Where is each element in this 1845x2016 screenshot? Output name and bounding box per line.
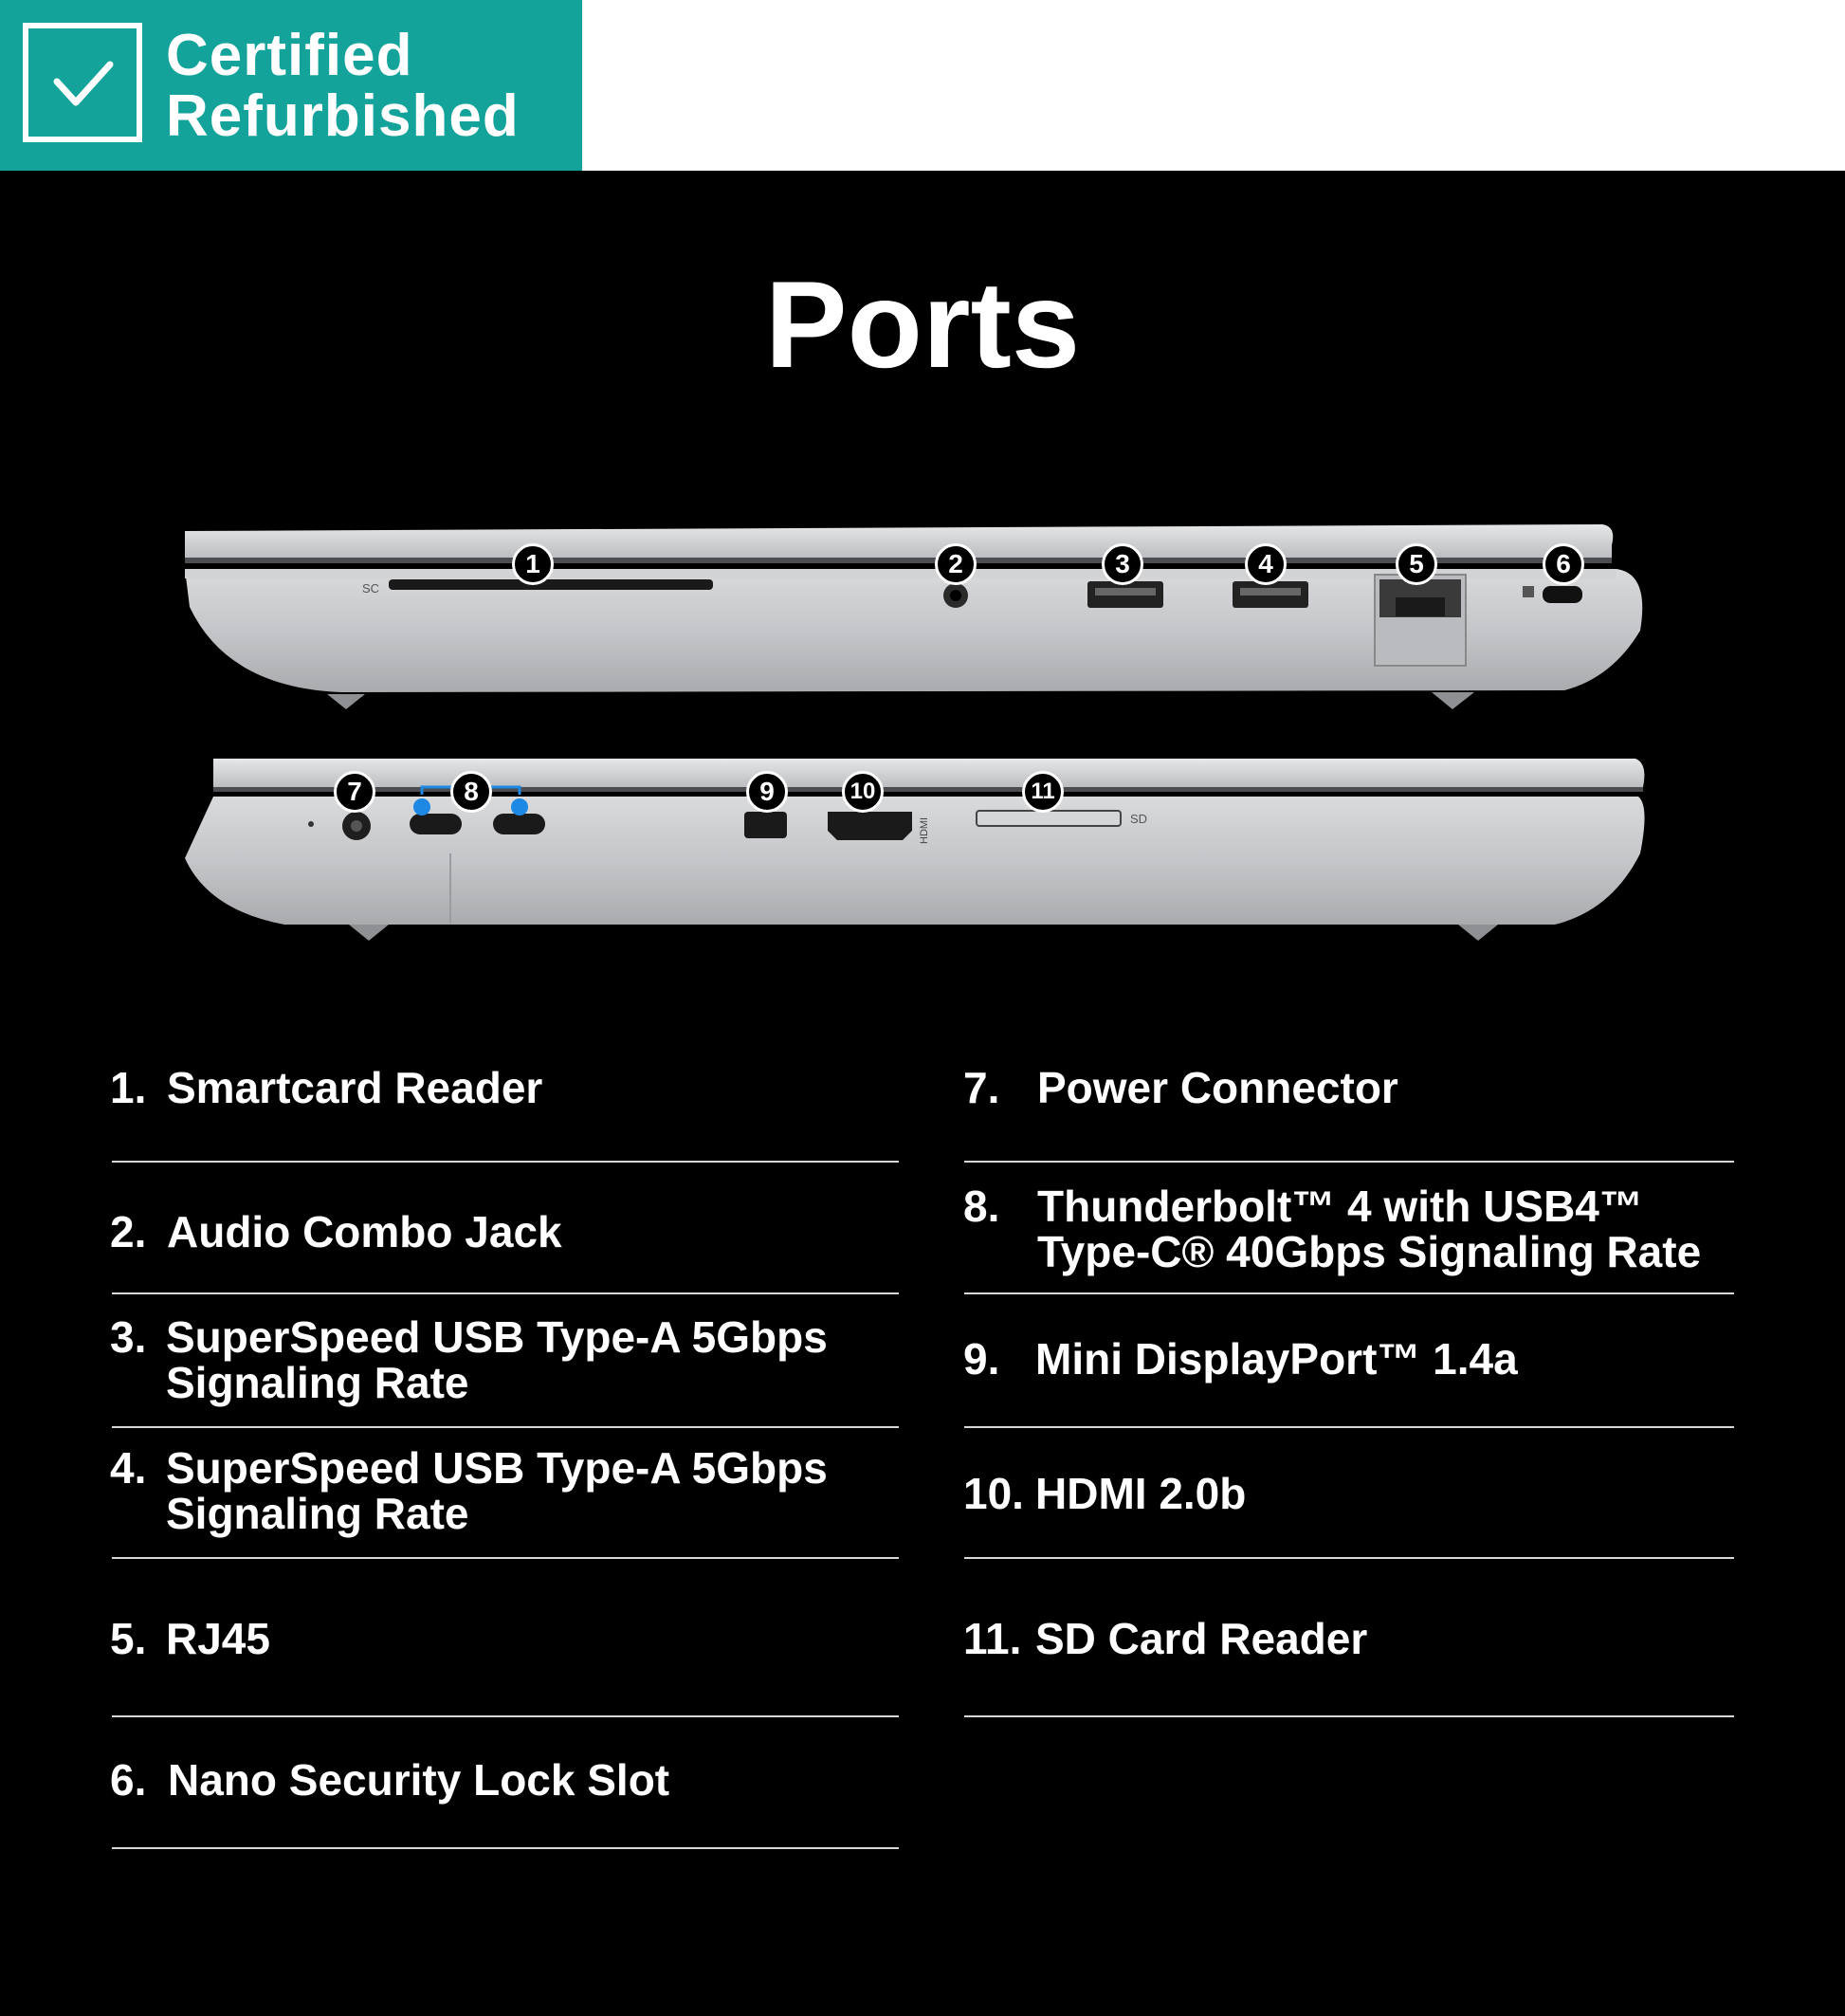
port-number: 7. [963,1063,1000,1112]
port-label-line2: Signaling Rate [166,1358,469,1407]
divider [112,1426,899,1428]
port-label-line2: Type-C® 40Gbps Signaling Rate [1037,1227,1702,1276]
divider [964,1292,1734,1294]
divider [964,1426,1734,1428]
port-label: Power Connector [1037,1063,1398,1112]
port-number: 10. [963,1469,1024,1518]
divider [112,1715,899,1717]
port-label-line1: SuperSpeed USB Type-A 5Gbps [166,1443,828,1493]
marker-6: 6 [1543,543,1584,585]
port-label: RJ45 [166,1614,270,1663]
divider [112,1292,899,1294]
port-label: HDMI 2.0b [1035,1469,1247,1518]
marker-7: 7 [334,771,375,813]
port-label-line2: Signaling Rate [166,1489,469,1538]
svg-text:SC: SC [362,581,380,596]
port-number: 5. [110,1614,147,1663]
port-number: 1. [110,1063,147,1112]
svg-text:SD: SD [1130,812,1148,826]
port-number: 4. [110,1443,147,1493]
badge-line-certified: Certified [166,23,413,88]
marker-10: 10 [842,771,884,813]
port-number: 8. [963,1182,1000,1231]
port-number: 2. [110,1207,147,1256]
divider [964,1557,1734,1559]
marker-8: 8 [450,771,492,813]
laptop-left-side [185,759,1645,941]
divider [964,1715,1734,1717]
port-number: 11. [963,1614,1022,1663]
port-number: 6. [110,1755,147,1805]
divider [112,1161,899,1163]
badge-line-refurbished: Refurbished [166,83,520,149]
marker-5: 5 [1396,543,1437,585]
marker-9: 9 [746,771,788,813]
port-number: 3. [110,1312,147,1362]
port-label: Audio Combo Jack [167,1207,562,1256]
marker-1: 1 [512,543,554,585]
divider [112,1557,899,1559]
marker-2: 2 [935,543,977,585]
port-number: 9. [963,1334,1000,1384]
port-label-line1: SuperSpeed USB Type-A 5Gbps [166,1312,828,1362]
port-label: Mini DisplayPort™ 1.4a [1035,1334,1518,1384]
divider [112,1847,899,1849]
port-label: SD Card Reader [1035,1614,1368,1663]
port-label: Nano Security Lock Slot [168,1755,670,1805]
laptop-side-views [0,0,1845,948]
marker-4: 4 [1245,543,1287,585]
port-label: Smartcard Reader [167,1063,543,1112]
port-label-line1: Thunderbolt™ 4 with USB4™ [1037,1182,1643,1231]
divider [964,1161,1734,1163]
svg-text:HDMI: HDMI [919,816,930,844]
marker-11: 11 [1022,771,1064,813]
marker-3: 3 [1102,543,1143,585]
page-title: Ports [764,255,1081,394]
